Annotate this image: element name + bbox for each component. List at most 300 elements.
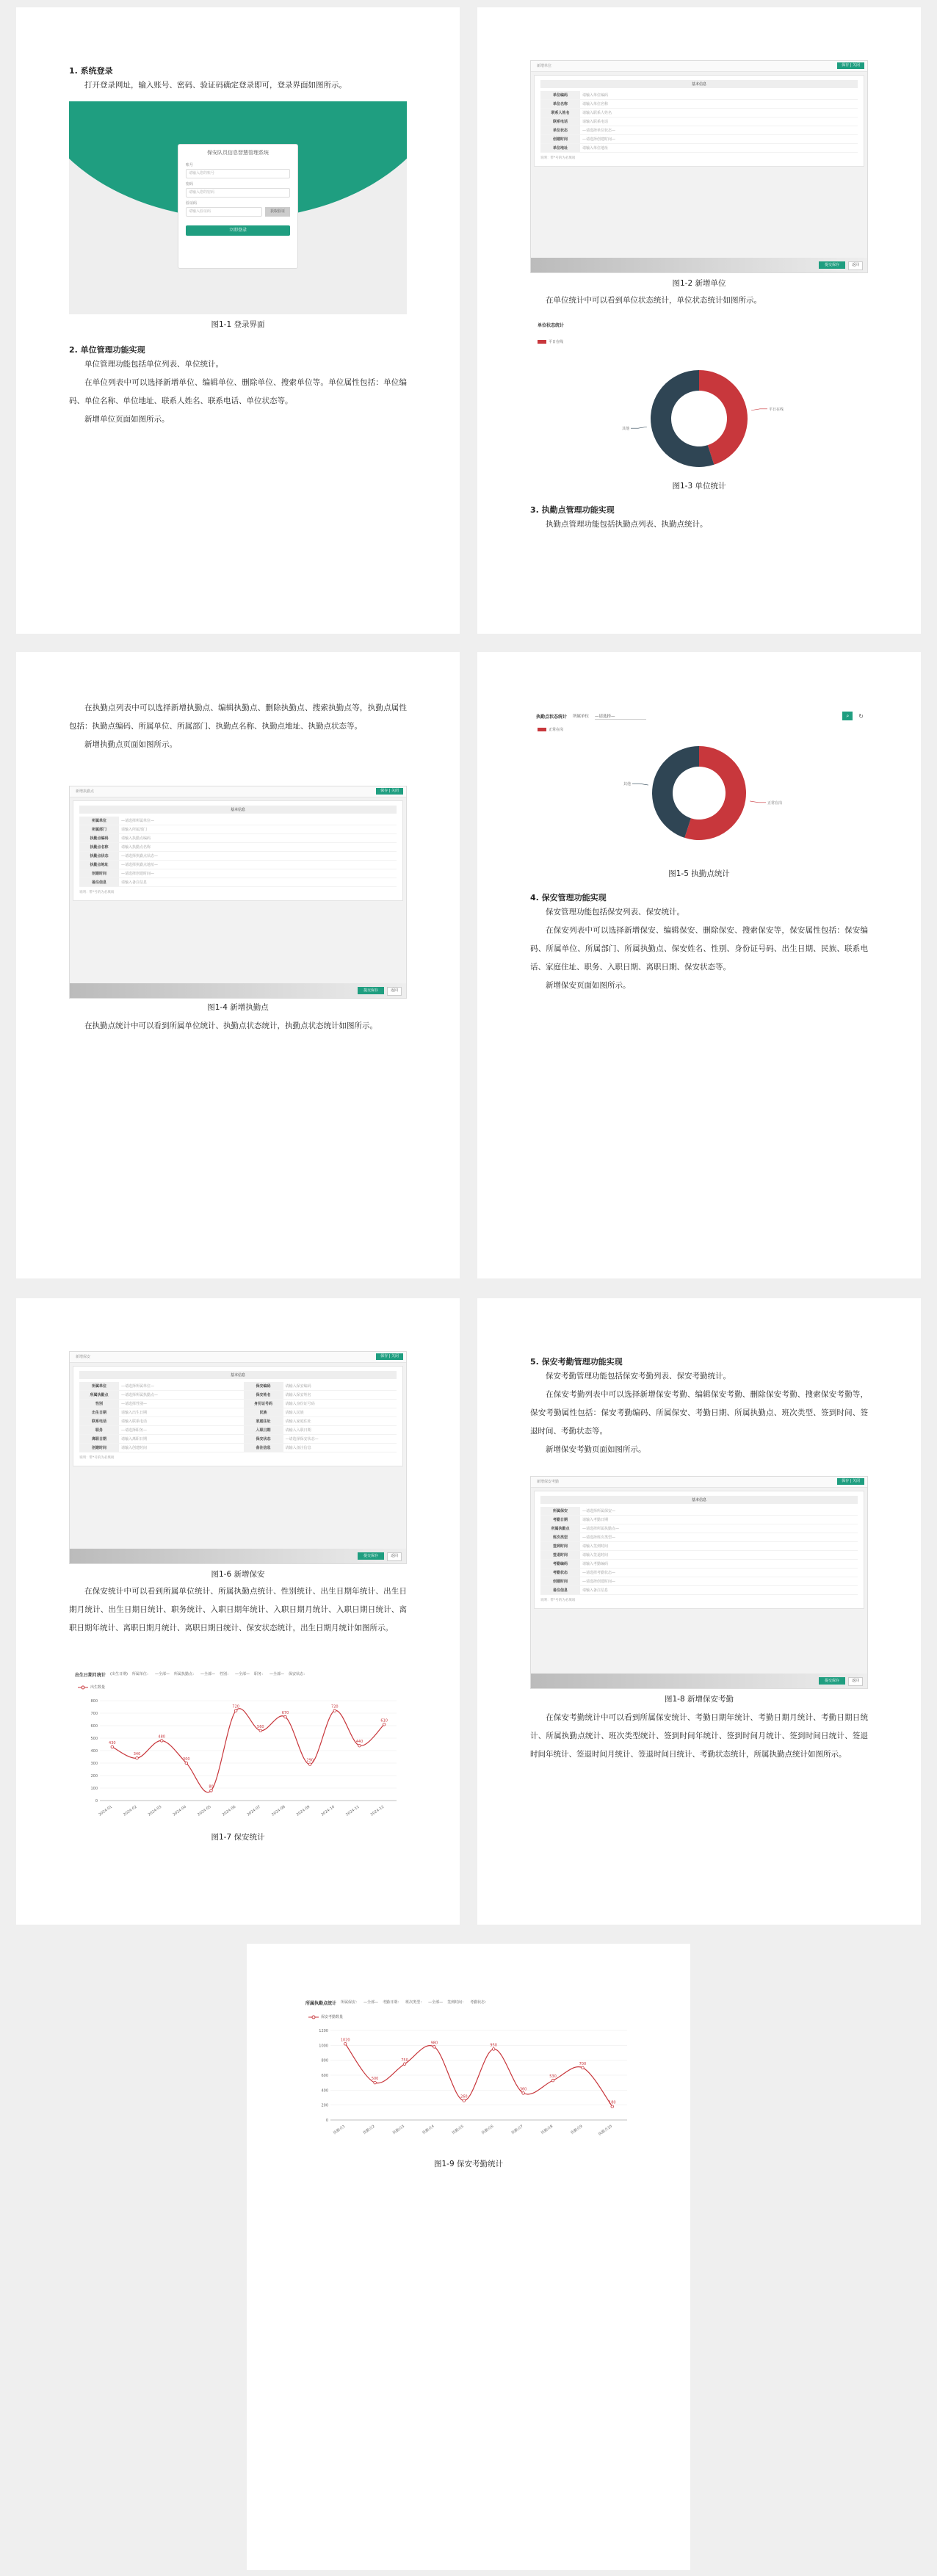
figure-caption: 图1-2 新增单位 bbox=[672, 279, 726, 288]
x-tick-label: 2024-03 bbox=[147, 1804, 163, 1817]
x-tick-label: 执勤点5 bbox=[451, 2124, 465, 2136]
field-label: 创建时间 bbox=[79, 869, 119, 878]
paragraph: 在保安考勤统计中可以看到所属保安统计、考勤日期年统计、考勤日期月统计、考勤日期日统计、所属执勤点统计、班次类型统计、签到时间年统计、签到时间月统计、签到时间日统计、签退时间年统计、签退时间月统计、签退时间日统计、考勤状态统计，所属执勤点统计如图所示。 bbox=[530, 1713, 868, 1759]
filter-label: 所属单位 bbox=[573, 714, 590, 719]
filter-label: 职务： bbox=[254, 1672, 266, 1676]
form-row bbox=[79, 861, 397, 869]
password-label: 密码 bbox=[186, 182, 194, 187]
y-tick-label: 1200 bbox=[319, 2029, 328, 2033]
section-title: 基本信息 bbox=[79, 806, 397, 814]
account-input[interactable]: 请输入您的账号 bbox=[186, 169, 290, 178]
submit-button[interactable]: 提交保存 bbox=[819, 1677, 845, 1685]
search-icon[interactable]: ⌕ bbox=[842, 712, 853, 720]
line-chart bbox=[300, 2023, 637, 2141]
form-row bbox=[540, 135, 858, 144]
paragraph: 单位管理功能包括单位列表、单位统计。 bbox=[84, 360, 223, 369]
legend-swatch bbox=[538, 340, 546, 344]
form-row bbox=[79, 869, 397, 878]
form-row bbox=[79, 1382, 397, 1391]
field-label: 创建时间 bbox=[540, 135, 580, 144]
form-row bbox=[540, 1569, 858, 1577]
account-label: 账号 bbox=[186, 163, 194, 167]
field-label: 执勤点编码 bbox=[79, 834, 119, 843]
breadcrumb: 新增保安考勤 bbox=[537, 1480, 560, 1484]
y-tick-label: 200 bbox=[90, 1774, 98, 1779]
field-input[interactable]: 请输入创建时间 bbox=[119, 1444, 244, 1452]
field-input[interactable]: 请输入家庭住址 bbox=[283, 1417, 397, 1426]
add-attendance-screenshot bbox=[530, 1476, 868, 1689]
field-input[interactable]: 请输入入职日期 bbox=[283, 1426, 397, 1435]
section-title: 基本信息 bbox=[79, 1371, 397, 1379]
y-tick-label: 100 bbox=[90, 1787, 98, 1791]
x-tick-label: 执勤点2 bbox=[362, 2124, 376, 2136]
data-point bbox=[344, 2043, 347, 2046]
data-label: 80 bbox=[209, 1784, 214, 1790]
data-point bbox=[259, 1729, 262, 1732]
field-label: 考勤状态 bbox=[540, 1569, 580, 1577]
legend-label: 平日在线 bbox=[549, 340, 564, 344]
field-select[interactable]: —请选择所属执勤点— bbox=[580, 1524, 858, 1533]
form-row bbox=[540, 1507, 858, 1516]
field-label: 备注信息 bbox=[244, 1444, 283, 1452]
field-input[interactable]: 请输入执勤点名称 bbox=[119, 843, 397, 852]
figure-caption: 图1-9 保安考勤统计 bbox=[434, 2160, 503, 2168]
back-button[interactable]: 返回 bbox=[387, 987, 402, 996]
field-label: 所属部门 bbox=[79, 825, 119, 834]
back-button[interactable]: 返回 bbox=[848, 1677, 863, 1686]
form-row bbox=[540, 1551, 858, 1560]
figure-caption: 图1-6 新增保安 bbox=[211, 1570, 265, 1579]
pie-label-line bbox=[631, 427, 647, 428]
y-tick-label: 500 bbox=[90, 1737, 98, 1741]
field-label: 签到时间 bbox=[540, 1542, 580, 1551]
section-title: 基本信息 bbox=[540, 1496, 858, 1504]
form-table bbox=[540, 91, 858, 153]
paragraph: 在保安列表中可以选择新增保安、编辑保安、删除保安、搜索保安等，保安属性包括：保安编码、所属单位、所属部门、所属执勤点、保安姓名、性别、身份证号码、出生日期、民族、联系电话、家庭住址、职务、入职日期、离职日期、保安状态等。 bbox=[530, 926, 868, 972]
field-label: 单位状态 bbox=[540, 126, 580, 135]
y-tick-label: 600 bbox=[321, 2074, 328, 2078]
y-tick-label: 800 bbox=[90, 1699, 98, 1704]
pie-slice-label: 其他 bbox=[622, 427, 630, 432]
paragraph: 在单位统计中可以看到单位状态统计，单位状态统计如图所示。 bbox=[546, 296, 761, 305]
x-tick-label: 2024-06 bbox=[221, 1804, 237, 1817]
data-point bbox=[333, 1710, 336, 1712]
data-point bbox=[358, 1744, 361, 1747]
form-table bbox=[79, 817, 397, 887]
figure-caption: 图1-3 单位统计 bbox=[672, 482, 726, 491]
figure-caption: 图1-7 保安统计 bbox=[211, 1833, 265, 1842]
y-tick-label: 400 bbox=[90, 1749, 98, 1754]
form-row bbox=[540, 1533, 858, 1542]
field-label: 性别 bbox=[79, 1400, 119, 1408]
field-select[interactable]: —请选择单位状态— bbox=[580, 126, 858, 135]
data-label: 700 bbox=[579, 2061, 587, 2066]
field-input[interactable]: 请输入备注信息 bbox=[580, 1586, 858, 1595]
form-note: 说明：带*号的为必填项 bbox=[540, 1599, 576, 1602]
section-title: 基本信息 bbox=[540, 80, 858, 88]
field-input[interactable]: 请输入签退时间 bbox=[580, 1551, 858, 1560]
form-row bbox=[79, 1408, 397, 1417]
field-select[interactable]: —请选择班次类型— bbox=[580, 1533, 858, 1542]
pie-chart bbox=[530, 352, 868, 485]
form-row bbox=[79, 852, 397, 861]
field-select[interactable]: —请选择考勤状态— bbox=[580, 1569, 858, 1577]
paragraph: 在执勤点统计中可以看到所属单位统计、执勤点状态统计，执勤点状态统计如图所示。 bbox=[84, 1021, 377, 1030]
legend-label: 保安考勤数量 bbox=[321, 2015, 344, 2019]
submit-button[interactable]: 提交保存 bbox=[819, 261, 845, 269]
form-row bbox=[540, 1524, 858, 1533]
data-point bbox=[136, 1756, 139, 1759]
data-point bbox=[582, 2066, 585, 2069]
field-label: 职务 bbox=[79, 1426, 119, 1435]
x-tick-label: 2024-04 bbox=[172, 1804, 187, 1817]
data-label: 290 bbox=[306, 1758, 314, 1763]
captcha-button[interactable]: 获取验证 bbox=[265, 207, 290, 217]
form-row bbox=[79, 878, 397, 887]
form-row bbox=[540, 1516, 858, 1524]
field-input[interactable]: 请输入出生日期 bbox=[119, 1408, 244, 1417]
chart-toolbar bbox=[75, 1671, 413, 1678]
field-select[interactable]: —请选择创建时间— bbox=[580, 1577, 858, 1586]
filter-label: 签到时间： bbox=[447, 2000, 466, 2005]
legend-label: 出生数量 bbox=[90, 1685, 106, 1690]
doc-page-1 bbox=[16, 7, 460, 634]
add-duty-point-screenshot bbox=[69, 786, 407, 999]
form-row bbox=[79, 817, 397, 825]
login-screenshot bbox=[69, 101, 407, 314]
filter-select[interactable]: —全部— bbox=[235, 1672, 250, 1676]
field-select[interactable]: —请选择创建时间— bbox=[119, 869, 397, 878]
form-row bbox=[79, 1400, 397, 1408]
x-tick-label: 2024-09 bbox=[295, 1804, 311, 1817]
field-label: 班次类型 bbox=[540, 1533, 580, 1542]
x-tick-label: 执勤点10 bbox=[597, 2124, 613, 2137]
chart-toolbar bbox=[536, 711, 864, 721]
field-label: 单位地址 bbox=[540, 144, 580, 153]
data-label: 300 bbox=[183, 1757, 190, 1762]
field-input[interactable]: 请输入身份证号码 bbox=[283, 1400, 397, 1408]
doc-page-7 bbox=[247, 1944, 690, 2570]
field-input[interactable]: —请选择性别— bbox=[119, 1400, 244, 1408]
data-label: 360 bbox=[519, 2087, 527, 2092]
chart-hint: (出生日期) bbox=[110, 1672, 128, 1676]
data-label: 340 bbox=[133, 1752, 141, 1757]
form-row bbox=[540, 144, 858, 153]
section-heading: 1. 系统登录 bbox=[69, 66, 113, 76]
section-heading: 4. 保安管理功能实现 bbox=[530, 893, 607, 902]
filter-select[interactable]: —全部— bbox=[200, 1672, 215, 1676]
x-tick-label: 执勤点1 bbox=[333, 2124, 347, 2136]
field-label: 所属保安 bbox=[540, 1507, 580, 1516]
save-close-button[interactable]: 保存 | 关闭 bbox=[837, 1478, 864, 1485]
x-tick-label: 执勤点6 bbox=[481, 2124, 495, 2136]
figure-caption: 图1-1 登录界面 bbox=[211, 320, 265, 329]
form-table bbox=[79, 1382, 397, 1452]
field-label: 创建时间 bbox=[540, 1577, 580, 1586]
x-tick-label: 2024-02 bbox=[123, 1804, 138, 1817]
y-tick-label: 1000 bbox=[319, 2044, 328, 2049]
field-input[interactable]: 请输入执勤点编码 bbox=[119, 834, 397, 843]
x-tick-label: 2024-05 bbox=[197, 1804, 212, 1817]
field-label: 所属单位 bbox=[79, 1382, 119, 1391]
x-tick-label: 执勤点3 bbox=[391, 2124, 406, 2136]
field-label: 备注信息 bbox=[540, 1586, 580, 1595]
chart-legend bbox=[78, 1685, 105, 1690]
doc-page-6 bbox=[477, 1298, 921, 1925]
data-point bbox=[111, 1745, 114, 1748]
data-point bbox=[492, 2048, 495, 2051]
submit-button[interactable]: 提交保存 bbox=[358, 987, 384, 994]
login-form bbox=[178, 144, 298, 269]
field-select[interactable]: —请选择创建时间— bbox=[580, 135, 858, 144]
field-label: 单位编码 bbox=[540, 91, 580, 100]
data-point bbox=[383, 1723, 386, 1726]
pie-slice-label: 正常在岗 bbox=[767, 800, 783, 806]
paragraph: 在保安考勤列表中可以选择新增保安考勤、编辑保安考勤、删除保安考勤、搜索保安考勤等，保安考勤属性包括：保安考勤编码、所属保安、考勤日期、所属执勤点、班次类型、签到时间、签退时间、考勤状态等。 bbox=[530, 1390, 868, 1436]
form-row bbox=[79, 825, 397, 834]
field-label: 民族 bbox=[244, 1408, 283, 1417]
save-close-button[interactable]: 保存 | 关闭 bbox=[376, 788, 403, 795]
save-close-button[interactable]: 保存 | 关闭 bbox=[376, 1353, 403, 1360]
field-label: 联系电话 bbox=[79, 1417, 119, 1426]
data-label: 1020 bbox=[340, 2038, 350, 2043]
form-row bbox=[540, 117, 858, 126]
field-input[interactable]: —请选择所属执勤点— bbox=[119, 1391, 244, 1400]
field-label: 考勤日期 bbox=[540, 1516, 580, 1524]
form-row bbox=[540, 100, 858, 109]
data-point bbox=[433, 2046, 436, 2049]
y-tick-label: 0 bbox=[325, 2119, 328, 2123]
x-tick-label: 执勤点4 bbox=[422, 2124, 435, 2136]
submit-button[interactable]: 提交保存 bbox=[358, 1552, 384, 1560]
field-label: 保安姓名 bbox=[244, 1391, 283, 1400]
x-tick-label: 执勤点8 bbox=[540, 2124, 554, 2136]
field-input[interactable]: 请输入单位名称 bbox=[580, 100, 858, 109]
pie-slice-label: 其他 bbox=[623, 782, 632, 787]
field-input[interactable]: 请输入联系电话 bbox=[119, 1417, 244, 1426]
password-input[interactable]: 请输入您的密码 bbox=[186, 188, 290, 198]
field-label: 创建时间 bbox=[79, 1444, 119, 1452]
x-tick-label: 执勤点7 bbox=[510, 2124, 524, 2136]
form-row bbox=[540, 91, 858, 100]
chart-legend bbox=[538, 339, 563, 344]
x-tick-label: 2024-08 bbox=[271, 1804, 286, 1817]
breadcrumb: 新增执勤点 bbox=[76, 789, 95, 794]
form-row bbox=[540, 1560, 858, 1569]
paragraph: 打开登录网址，输入账号、密码、验证码确定登录即可，登录界面如图所示。 bbox=[84, 81, 347, 90]
data-label: 260 bbox=[460, 2094, 468, 2099]
y-tick-label: 700 bbox=[90, 1712, 98, 1716]
chart-legend bbox=[538, 727, 563, 732]
field-input[interactable]: 请输入考勤日期 bbox=[580, 1516, 858, 1524]
field-input[interactable]: 请输入所属部门 bbox=[119, 825, 397, 834]
form-row bbox=[79, 1426, 397, 1435]
form-row bbox=[79, 1417, 397, 1426]
data-label: 720 bbox=[232, 1704, 239, 1710]
form-note: 说明：带*号的为必填项 bbox=[79, 1456, 115, 1460]
breadcrumb: 新增保安 bbox=[76, 1355, 91, 1359]
pie-chart bbox=[530, 734, 868, 859]
filter-label: 所属单位： bbox=[131, 1672, 151, 1676]
field-label: 所属执勤点 bbox=[540, 1524, 580, 1533]
data-point bbox=[308, 1763, 311, 1766]
paragraph: 新增保安页面如图所示。 bbox=[546, 981, 631, 990]
back-button[interactable]: 返回 bbox=[387, 1552, 402, 1561]
field-input[interactable]: 请输入备注信息 bbox=[119, 878, 397, 887]
paragraph: 在单位列表中可以选择新增单位、编辑单位、删除单位、搜索单位等。单位属性包括：单位编码、单位名称、单位地址、联系人姓名、联系电话、单位状态等。 bbox=[69, 378, 407, 405]
form-row bbox=[79, 843, 397, 852]
y-tick-label: 400 bbox=[321, 2088, 328, 2094]
form-table bbox=[540, 1507, 858, 1595]
form-row bbox=[79, 1391, 397, 1400]
chart-legend bbox=[308, 2014, 343, 2019]
pie-slice-label: 平日在线 bbox=[768, 407, 784, 412]
field-label: 考勤编码 bbox=[540, 1560, 580, 1569]
data-point bbox=[234, 1710, 237, 1712]
section-heading: 5. 保安考勤管理功能实现 bbox=[530, 1357, 623, 1367]
data-label: 430 bbox=[109, 1740, 116, 1745]
data-point bbox=[160, 1740, 163, 1743]
y-tick-label: 200 bbox=[321, 2103, 328, 2108]
data-label: 750 bbox=[401, 2058, 408, 2063]
field-label: 身份证号码 bbox=[244, 1400, 283, 1408]
field-label: 联系人姓名 bbox=[540, 109, 580, 117]
field-select[interactable]: —请选择执勤点地址— bbox=[119, 861, 397, 869]
captcha-input[interactable]: 请输入验证码 bbox=[186, 207, 262, 217]
field-input[interactable]: 请输入考勤编码 bbox=[580, 1560, 858, 1569]
form-row bbox=[540, 1577, 858, 1586]
field-select[interactable]: —请选择所属保安— bbox=[580, 1507, 858, 1516]
data-label: 610 bbox=[380, 1718, 388, 1723]
legend-label: 正常在岗 bbox=[549, 728, 564, 732]
field-input[interactable]: —请选择所属单位— bbox=[119, 1382, 244, 1391]
filter-select[interactable]: —请选择— bbox=[595, 713, 646, 720]
chart-title: 出生日期月统计 bbox=[75, 1673, 106, 1678]
field-select[interactable]: —请选择所属单位— bbox=[119, 817, 397, 825]
field-input[interactable]: 请输入保安编码 bbox=[283, 1382, 397, 1391]
chart-title: 所属执勤点统计 bbox=[305, 2001, 337, 2006]
form-note: 说明：带*号的为必填项 bbox=[540, 156, 576, 160]
field-input[interactable]: —请选择保安状态— bbox=[283, 1435, 397, 1444]
filter-select[interactable]: —全部— bbox=[269, 1672, 285, 1676]
section-heading: 3. 执勤点管理功能实现 bbox=[530, 505, 615, 515]
data-label: 980 bbox=[430, 2041, 438, 2046]
filter-label: 性别： bbox=[219, 1672, 231, 1676]
paragraph: 新增单位页面如图所示。 bbox=[84, 415, 170, 424]
filter-select[interactable]: —全部— bbox=[428, 2000, 444, 2005]
paragraph: 在保安统计中可以看到所属单位统计、所属执勤点统计、性别统计、出生日期年统计、出生日期月统计、出生日期日统计、职务统计、入职日期年统计、入职日期月统计、入职日期日统计、离职日期年统计、离职日期月统计、离职日期日统计、保安状态统计，出生日期月统计如图所示。 bbox=[69, 1587, 407, 1632]
figure-caption: 图1-5 执勤点统计 bbox=[668, 869, 730, 878]
paragraph: 保安考勤管理功能包括保安考勤列表、保安考勤统计。 bbox=[546, 1372, 731, 1381]
paragraph: 新增保安考勤页面如图所示。 bbox=[546, 1445, 646, 1454]
field-input[interactable]: 请输入签到时间 bbox=[580, 1542, 858, 1551]
x-tick-label: 2024-11 bbox=[345, 1804, 361, 1817]
doc-page-2 bbox=[477, 7, 921, 634]
y-tick-label: 800 bbox=[321, 2058, 328, 2063]
field-label: 签退时间 bbox=[540, 1551, 580, 1560]
field-input[interactable]: 请输入联系人姓名 bbox=[580, 109, 858, 117]
paragraph: 保安管理功能包括保安列表、保安统计。 bbox=[546, 908, 684, 916]
form-row bbox=[79, 1435, 397, 1444]
doc-page-5 bbox=[16, 1298, 460, 1925]
field-input[interactable]: 请输入单位地址 bbox=[580, 144, 858, 153]
data-label: 560 bbox=[257, 1724, 264, 1729]
data-point bbox=[522, 2092, 525, 2095]
form-row bbox=[540, 1542, 858, 1551]
filter-label: 保安状态： bbox=[289, 1672, 308, 1676]
data-label: 180 bbox=[609, 2100, 616, 2105]
data-point bbox=[403, 2063, 406, 2066]
line-chart bbox=[69, 1693, 407, 1826]
field-input[interactable]: 请输入保安姓名 bbox=[283, 1391, 397, 1400]
section-heading: 2. 单位管理功能实现 bbox=[69, 345, 145, 355]
data-label: 950 bbox=[490, 2043, 497, 2048]
field-label: 所属单位 bbox=[79, 817, 119, 825]
data-point bbox=[284, 1715, 287, 1718]
field-input[interactable]: 请输入备注信息 bbox=[283, 1444, 397, 1452]
filter-label: 所属保安： bbox=[341, 2000, 360, 2005]
field-select[interactable]: —请选择执勤点状态— bbox=[119, 852, 397, 861]
form-row bbox=[540, 1586, 858, 1595]
data-point bbox=[374, 2081, 377, 2084]
field-label: 保安编码 bbox=[244, 1382, 283, 1391]
x-tick-label: 2024-01 bbox=[98, 1804, 113, 1817]
field-input[interactable]: 请输入单位编码 bbox=[580, 91, 858, 100]
y-tick-label: 0 bbox=[95, 1799, 98, 1803]
data-point bbox=[463, 2099, 466, 2102]
save-close-button[interactable]: 保存 | 关闭 bbox=[837, 62, 864, 69]
field-label: 备注信息 bbox=[79, 878, 119, 887]
data-point bbox=[185, 1762, 188, 1765]
captcha-label: 验证码 bbox=[186, 201, 198, 206]
doc-page-4 bbox=[477, 652, 921, 1278]
figure-caption: 图1-4 新增执勤点 bbox=[207, 1003, 269, 1012]
field-label: 家庭住址 bbox=[244, 1417, 283, 1426]
y-tick-label: 300 bbox=[90, 1762, 98, 1766]
filter-label: 所属执勤点： bbox=[173, 1672, 196, 1676]
pie-label-line bbox=[632, 784, 648, 785]
chart-title: 执勤点状态统计 bbox=[536, 714, 568, 720]
data-label: 440 bbox=[355, 1740, 363, 1745]
data-point bbox=[611, 2105, 614, 2108]
form-row bbox=[540, 126, 858, 135]
filter-label: 考勤日期： bbox=[383, 2000, 402, 2005]
field-label: 执勤点状态 bbox=[79, 852, 119, 861]
field-input[interactable]: 请输入联系电话 bbox=[580, 117, 858, 126]
field-label: 联系电话 bbox=[540, 117, 580, 126]
field-label: 所属执勤点 bbox=[79, 1391, 119, 1400]
field-input[interactable]: 请输入离职日期 bbox=[119, 1435, 244, 1444]
x-tick-label: 2024-07 bbox=[246, 1804, 261, 1817]
x-tick-label: 2024-12 bbox=[369, 1804, 386, 1817]
data-label: 500 bbox=[371, 2077, 379, 2082]
data-point bbox=[210, 1790, 213, 1792]
add-unit-screenshot bbox=[530, 60, 868, 273]
data-label: 480 bbox=[158, 1734, 165, 1740]
back-button[interactable]: 返回 bbox=[848, 261, 863, 270]
data-label: 530 bbox=[549, 2074, 557, 2080]
login-button[interactable]: 立即登录 bbox=[186, 225, 290, 236]
form-row bbox=[540, 109, 858, 117]
refresh-icon[interactable]: ↻ bbox=[858, 712, 864, 720]
field-input[interactable]: 请输入民族 bbox=[283, 1408, 397, 1417]
legend-swatch bbox=[538, 728, 546, 731]
form-row bbox=[79, 834, 397, 843]
pie-label-line bbox=[750, 801, 766, 803]
filter-select[interactable]: —全部— bbox=[363, 2000, 379, 2005]
field-input[interactable]: —请选择职务— bbox=[119, 1426, 244, 1435]
filter-select[interactable]: —全部— bbox=[154, 1672, 170, 1676]
